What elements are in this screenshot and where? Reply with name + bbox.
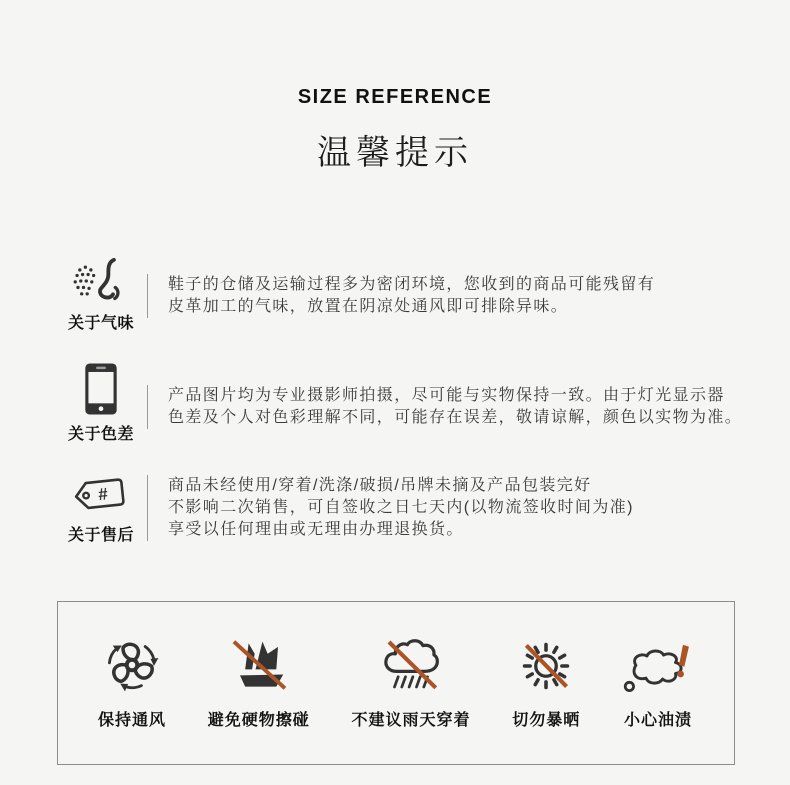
tip-label: 切勿暴晒	[512, 712, 581, 729]
text-line: 色差及个人对色彩理解不同，可能存在误差，敬请谅解，颜色以实物为准。	[168, 408, 743, 426]
price-tag-icon	[69, 470, 133, 516]
fan-icon	[103, 636, 161, 694]
section-label: 关于气味	[67, 315, 134, 332]
section-odor	[55, 258, 760, 333]
svg-text:#: #	[97, 484, 109, 505]
no-sun-icon	[518, 638, 574, 694]
section-color-left	[55, 369, 147, 444]
tip-no-rain	[352, 634, 471, 730]
tip-no-hard-objects	[208, 636, 310, 730]
tip-ventilation	[98, 636, 166, 730]
section-aftersales-left	[55, 470, 147, 545]
tips-sections	[0, 258, 790, 545]
nose-icon	[70, 258, 132, 304]
tip-no-sun	[512, 638, 580, 730]
section-label: 关于售后	[67, 527, 134, 544]
tip-label: 小心油渍	[623, 712, 692, 729]
section-odor-left	[55, 258, 147, 333]
no-hard-objects-icon	[227, 636, 291, 694]
page-header	[0, 0, 790, 174]
page-subtitle: 温馨提示	[317, 134, 473, 172]
tip-label: 避免硬物擦碰	[207, 712, 310, 729]
text-line: 产品图片均为专业摄影师拍摄，尽可能与实物保持一致。由于灯光显示器	[168, 386, 725, 404]
smartphone-icon	[84, 369, 118, 415]
text-line: 鞋子的仓储及运输过程多为密闭环境，您收到的商品可能残留有	[168, 275, 656, 293]
tip-label: 不建议雨天穿着	[351, 712, 471, 729]
tip-oil-stain	[622, 642, 694, 730]
text-line: 商品未经使用/穿着/洗涤/破损/吊牌未摘及产品包装完好	[168, 476, 592, 494]
section-color-text	[147, 385, 742, 429]
section-aftersales-text	[147, 475, 634, 541]
text-line: 皮革加工的气味，放置在阴凉处通风即可排除异味。	[168, 297, 569, 315]
section-aftersales	[55, 470, 760, 545]
section-label: 关于色差	[67, 426, 134, 443]
tip-label: 保持通风	[98, 712, 167, 729]
text-line: 不影响二次销售，可自签收之日七天内(以物流签收时间为准)	[168, 498, 634, 516]
page-title: SIZE REFERENCE	[297, 86, 493, 108]
text-line: 享受以任何理由或无理由办理退换货。	[168, 520, 464, 538]
care-tips-box	[57, 601, 735, 765]
section-color	[55, 369, 760, 444]
oil-stain-icon	[622, 642, 694, 694]
no-rain-icon	[378, 634, 444, 694]
section-odor-text	[147, 274, 655, 318]
